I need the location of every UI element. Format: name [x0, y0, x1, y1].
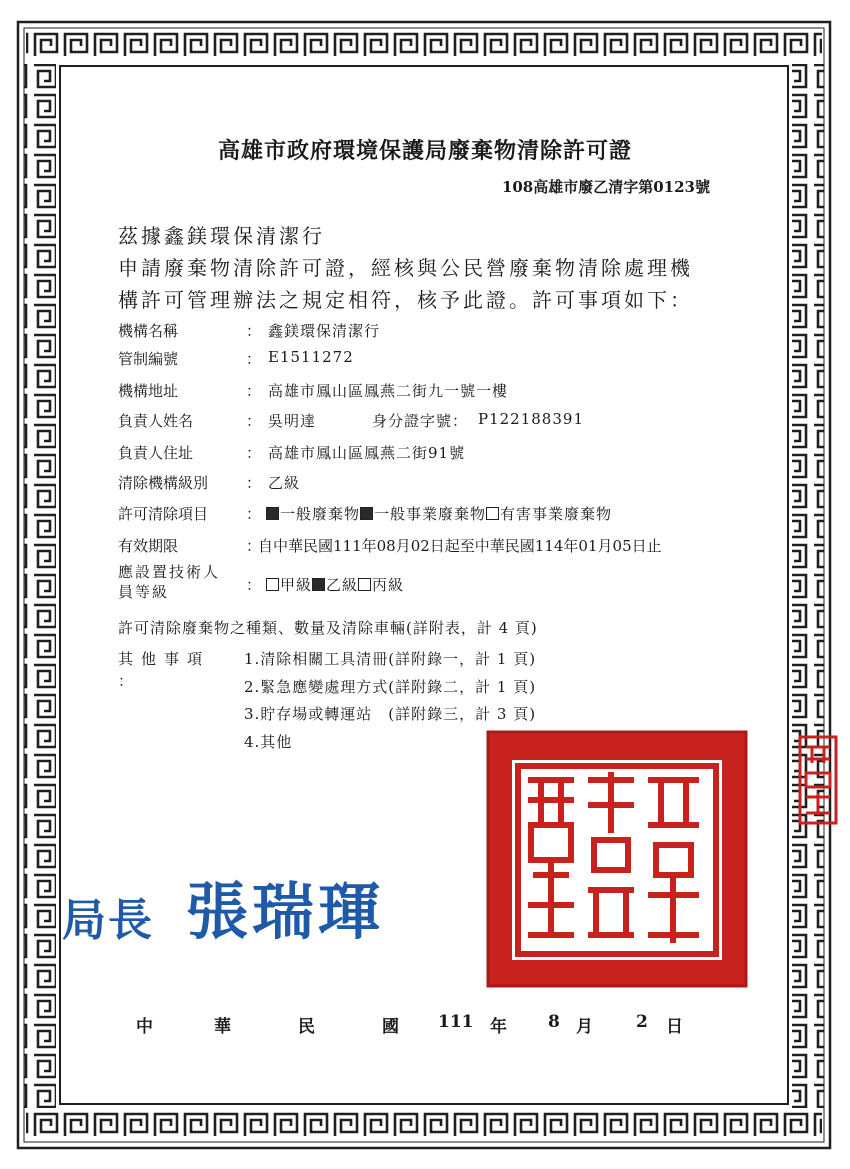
date-month: 8 — [548, 1012, 560, 1032]
org-name-label: 機構名稱 — [118, 322, 179, 340]
signature-title: 局長 — [62, 895, 154, 946]
colon: ： — [246, 444, 262, 462]
address-label: 機構地址 — [118, 382, 179, 400]
date-year-unit: 年 — [490, 1017, 507, 1037]
colon: ： — [246, 412, 262, 430]
validity-label: 有效期限 — [118, 537, 179, 555]
id-label: 身分證字號： — [372, 412, 469, 430]
checkbox-hazardous — [486, 507, 499, 520]
org-name-value: 鑫鎂環保清潔行 — [268, 322, 381, 340]
tech-level-label: 應設置技術人員等級 — [118, 563, 221, 601]
date-day-unit: 日 — [666, 1017, 683, 1037]
others-label: 其他事項 — [118, 650, 211, 668]
others-item-4: 4.其他 — [244, 733, 293, 751]
others-colon: ： — [118, 672, 134, 690]
intro-line-3: 構許可管理辦法之規定相符，核予此證。許可事項如下： — [118, 288, 693, 312]
others-item-3: 3.貯存場或轉運站 (詳附錄三，計 3 頁) — [244, 705, 537, 723]
document-number: 108高雄市廢乙清字第0123號 — [501, 178, 710, 196]
address-value: 高雄市鳳山區鳳燕二街九一號一樓 — [268, 382, 509, 400]
permit-items-label: 許可清除項目 — [118, 505, 209, 523]
checkbox-general-waste — [266, 507, 279, 520]
person-value: 吳明達 — [268, 412, 317, 430]
date-char-4: 國 — [382, 1017, 399, 1037]
others-item-2: 2.緊急應變處理方式(詳附錄二，計 1 頁) — [244, 678, 537, 696]
colon: ： — [246, 350, 262, 368]
permit-items-options — [266, 503, 612, 524]
date-year: 111 — [438, 1012, 474, 1032]
colon: ： — [246, 474, 262, 492]
checkbox-level-a — [266, 578, 279, 591]
person-label: 負責人姓名 — [118, 412, 194, 430]
option-level-a: 甲級 — [280, 576, 313, 594]
tech-level-options — [266, 574, 404, 595]
colon: ： — [246, 382, 262, 400]
colon: ： — [246, 576, 262, 594]
date-char-1: 中 — [136, 1017, 153, 1037]
official-seal — [486, 730, 748, 988]
intro-line-1: 茲據鑫鎂環保清潔行 — [118, 224, 325, 248]
intro-line-2: 申請廢棄物清除許可證，經核與公民營廢棄物清除處理機 — [118, 256, 693, 280]
date-char-2: 華 — [214, 1017, 231, 1037]
option-general-industrial: 一般事業廢棄物 — [374, 505, 487, 523]
checkbox-level-c — [358, 578, 371, 591]
colon: ： — [246, 537, 262, 555]
secondary-seal — [798, 735, 838, 825]
option-level-c: 丙級 — [372, 576, 405, 594]
id-value: P122188391 — [478, 410, 584, 428]
date-day: 2 — [636, 1012, 648, 1032]
control-no-label: 管制編號 — [118, 350, 179, 368]
option-general-waste: 一般廢棄物 — [280, 505, 361, 523]
colon: ： — [246, 322, 262, 340]
grade-value: 乙級 — [268, 474, 301, 492]
checkbox-general-industrial — [360, 507, 373, 520]
waste-types-line: 許可清除廢棄物之種類、數量及清除車輛(詳附表，計 4 頁) — [118, 619, 538, 637]
signature-name: 張瑞琿 — [186, 875, 385, 948]
date-month-unit: 月 — [576, 1017, 593, 1037]
checkbox-level-b — [312, 578, 325, 591]
person-address-value: 高雄市鳳山區鳳燕二街91號 — [268, 444, 466, 462]
date-char-3: 民 — [298, 1017, 315, 1037]
validity-value: 自中華民國111年08月02日起至中華民國114年01月05日止 — [258, 537, 662, 555]
certificate-title: 高雄市政府環境保護局廢棄物清除許可證 — [217, 138, 632, 164]
control-no-value: E1511272 — [268, 348, 354, 366]
person-address-label: 負責人住址 — [118, 444, 194, 462]
grade-label: 清除機構級別 — [118, 474, 209, 492]
others-item-1: 1.清除相關工具清冊(詳附錄一，計 1 頁) — [244, 650, 537, 668]
colon: ： — [246, 505, 262, 523]
option-level-b: 乙級 — [326, 576, 359, 594]
option-hazardous: 有害事業廢棄物 — [500, 505, 613, 523]
